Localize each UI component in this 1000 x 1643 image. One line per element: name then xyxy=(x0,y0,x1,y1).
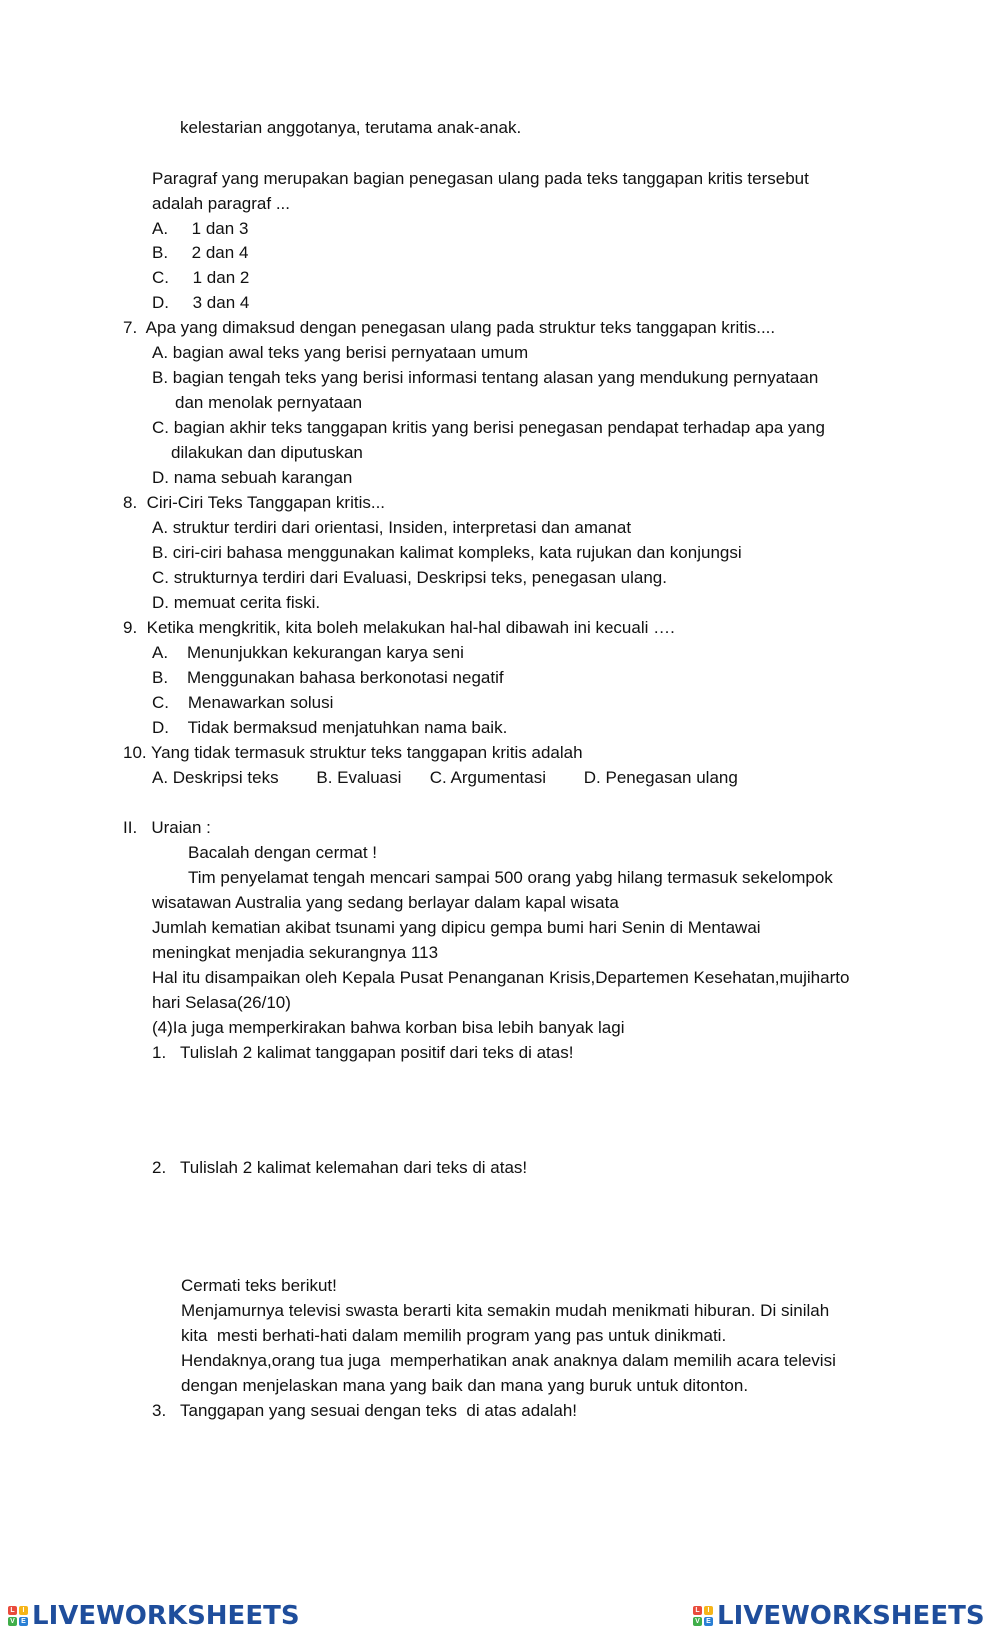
text-line: Jumlah kematian akibat tsunami yang dipicu gempa bumi hari Senin di Mentawai xyxy=(152,918,761,937)
text-line: D. Tidak bermaksud menjatuhkan nama baik. xyxy=(152,718,508,737)
text-line: Cermati teks berikut! xyxy=(181,1276,337,1295)
liveworksheets-logo-left xyxy=(8,1601,300,1631)
text-line: 8. Ciri-Ciri Teks Tanggapan kritis... xyxy=(123,493,386,512)
logo-grid-icon: L I V E xyxy=(8,1606,28,1626)
text-line: kita mesti berhati-hati dalam memilih program yang pas untuk dinikmati. xyxy=(181,1326,727,1345)
text-line: C. Menawarkan solusi xyxy=(152,693,334,712)
text-line: 9. Ketika mengkritik, kita boleh melakukan hal-hal dibawah ini kecuali …. xyxy=(123,618,675,637)
text-line: Paragraf yang merupakan bagian penegasan ulang pada teks tanggapan kritis tersebut xyxy=(152,169,809,188)
text-line: Tim penyelamat tengah mencari sampai 500 orang yabg hilang termasuk sekelompok xyxy=(188,868,833,887)
text-line: B. 2 dan 4 xyxy=(152,243,249,262)
text-line: A. struktur terdiri dari orientasi, Insiden, interpretasi dan amanat xyxy=(152,518,632,537)
text-line: D. memuat cerita fiski. xyxy=(152,593,321,612)
brand-name: LIVEWORKSHEETS xyxy=(32,1601,300,1631)
liveworksheets-logo-right xyxy=(693,1601,985,1631)
text-line: dengan menjelaskan mana yang baik dan mana yang buruk untuk ditonton. xyxy=(181,1376,749,1395)
text-line: hari Selasa(26/10) xyxy=(152,993,291,1012)
text-line: dilakukan dan diputuskan xyxy=(171,443,363,462)
text-line: 10. Yang tidak termasuk struktur teks tanggapan kritis adalah xyxy=(123,743,583,762)
text-line: A. Menunjukkan kekurangan karya seni xyxy=(152,643,464,662)
text-line: C. 1 dan 2 xyxy=(152,268,250,287)
text-line: A. 1 dan 3 xyxy=(152,219,249,238)
text-line: 2. Tulislah 2 kalimat kelemahan dari teks di atas! xyxy=(152,1158,528,1177)
text-line: Hal itu disampaikan oleh Kepala Pusat Penanganan Krisis,Departemen Kesehatan,mujiharto xyxy=(152,968,850,987)
brand-name: LIVEWORKSHEETS xyxy=(717,1601,985,1631)
text-line: II. Uraian : xyxy=(123,818,211,837)
text-line: adalah paragraf ... xyxy=(152,194,290,213)
text-line: Hendaknya,orang tua juga memperhatikan anak anaknya dalam memilih acara televisi xyxy=(181,1351,836,1370)
text-line: B. bagian tengah teks yang berisi informasi tentang alasan yang mendukung pernyataan xyxy=(152,368,819,387)
text-line: dan menolak pernyataan xyxy=(175,393,363,412)
text-line: (4)Ia juga memperkirakan bahwa korban bisa lebih banyak lagi xyxy=(152,1018,625,1037)
text-line: A. Deskripsi teks B. Evaluasi C. Argumentasi D. Penegasan ulang xyxy=(152,768,738,787)
text-line: meningkat menjadia sekurangnya 113 xyxy=(152,943,439,962)
text-line: wisatawan Australia yang sedang berlayar dalam kapal wisata xyxy=(152,893,619,912)
text-line: A. bagian awal teks yang berisi pernyataan umum xyxy=(152,343,529,362)
text-line: C. bagian akhir teks tanggapan kritis yang berisi penegasan pendapat terhadap apa yang xyxy=(152,418,825,437)
text-line: Menjamurnya televisi swasta berarti kita semakin mudah menikmati hiburan. Di sinilah xyxy=(181,1301,830,1320)
text-line: Bacalah dengan cermat ! xyxy=(188,843,378,862)
text-line: C. strukturnya terdiri dari Evaluasi, Deskripsi teks, penegasan ulang. xyxy=(152,568,667,587)
text-line: B. ciri-ciri bahasa menggunakan kalimat kompleks, kata rujukan dan konjungsi xyxy=(152,543,742,562)
text-line: D. 3 dan 4 xyxy=(152,293,250,312)
text-line: 3. Tanggapan yang sesuai dengan teks di atas adalah! xyxy=(152,1401,578,1420)
text-line: B. Menggunakan bahasa berkonotasi negatif xyxy=(152,668,504,687)
text-line: kelestarian anggotanya, terutama anak-anak. xyxy=(180,118,522,137)
logo-grid-icon: L I V E xyxy=(693,1606,713,1626)
text-line: D. nama sebuah karangan xyxy=(152,468,353,487)
text-line: 1. Tulislah 2 kalimat tanggapan positif dari teks di atas! xyxy=(152,1043,574,1062)
text-line: 7. Apa yang dimaksud dengan penegasan ulang pada struktur teks tanggapan kritis.... xyxy=(123,318,776,337)
